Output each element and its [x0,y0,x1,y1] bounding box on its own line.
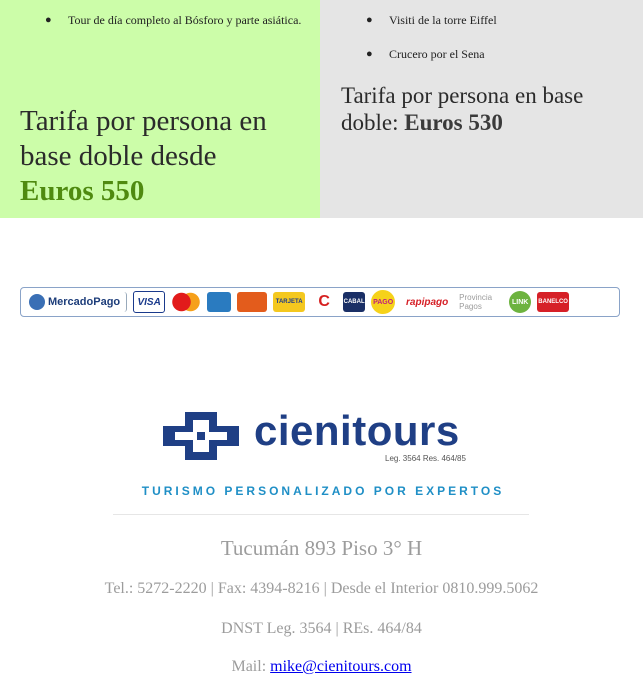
price-text: Tarifa por persona en base doble desde [20,105,267,172]
mail-link[interactable]: mike@cienitours.com [270,658,412,675]
banelco-logo: BANELCO [537,292,569,312]
bullet-icon: ● [45,14,52,26]
contact-dnst: DNST Leg. 3564 | REs. 464/84 [221,620,422,637]
offer-right [320,0,643,218]
price-amount: Euros 530 [404,110,503,135]
offer-right-bullets [366,12,629,63]
price-amount: Euros 550 [20,175,145,207]
argencard-logo: C [318,293,330,310]
cabal-logo: CABAL [343,292,365,312]
mail-label: Mail: [231,658,271,675]
list-item: ● Visiti de la torre Eiffel [366,13,497,27]
cienitours-logo [113,396,529,515]
contact-mail [0,658,643,676]
offer-left [0,0,320,218]
cross-logo-icon [163,412,239,460]
naranja-logo [237,292,267,312]
offer-right-price [341,82,641,136]
provincia-pagos-logo: Provincia Pagos [459,293,493,311]
brand-name: cienitours [254,407,460,454]
payment-methods-banner [20,287,620,317]
contact-phones: Tel.: 5272-2220 | Fax: 4394-8216 | Desde el Interior 0810.999.5062 [104,580,539,597]
link-logo: LINK [509,291,531,313]
price-text: Tarifa por persona en base doble: [341,83,584,135]
offer-left-bullets [45,12,308,29]
brand-registration: Leg. 3564 Res. 464/85 [385,454,466,463]
mastercard-logo [171,292,201,312]
amex-logo [207,292,231,312]
pago-facil-logo: PAGO [371,290,395,314]
offer-left-price [20,104,315,209]
contact-address: Tucumán 893 Piso 3° H [220,536,423,560]
rapipago-logo: rapipago [406,296,449,308]
list-item: ● Crucero por el Sena [366,47,485,61]
bullet-icon: ● [366,48,373,60]
tarjeta-naranja-logo: TARJETA [273,292,305,312]
list-item: ● Tour de día completo al Bósforo y parte asiática. [45,13,302,27]
bullet-icon: ● [366,14,373,26]
visa-logo: VISA [133,291,165,313]
mercadopago-logo: MercadoPago [29,292,127,312]
mercadopago-icon [29,294,45,310]
brand-tagline: TURISMO PERSONALIZADO POR EXPERTOS [141,484,505,498]
